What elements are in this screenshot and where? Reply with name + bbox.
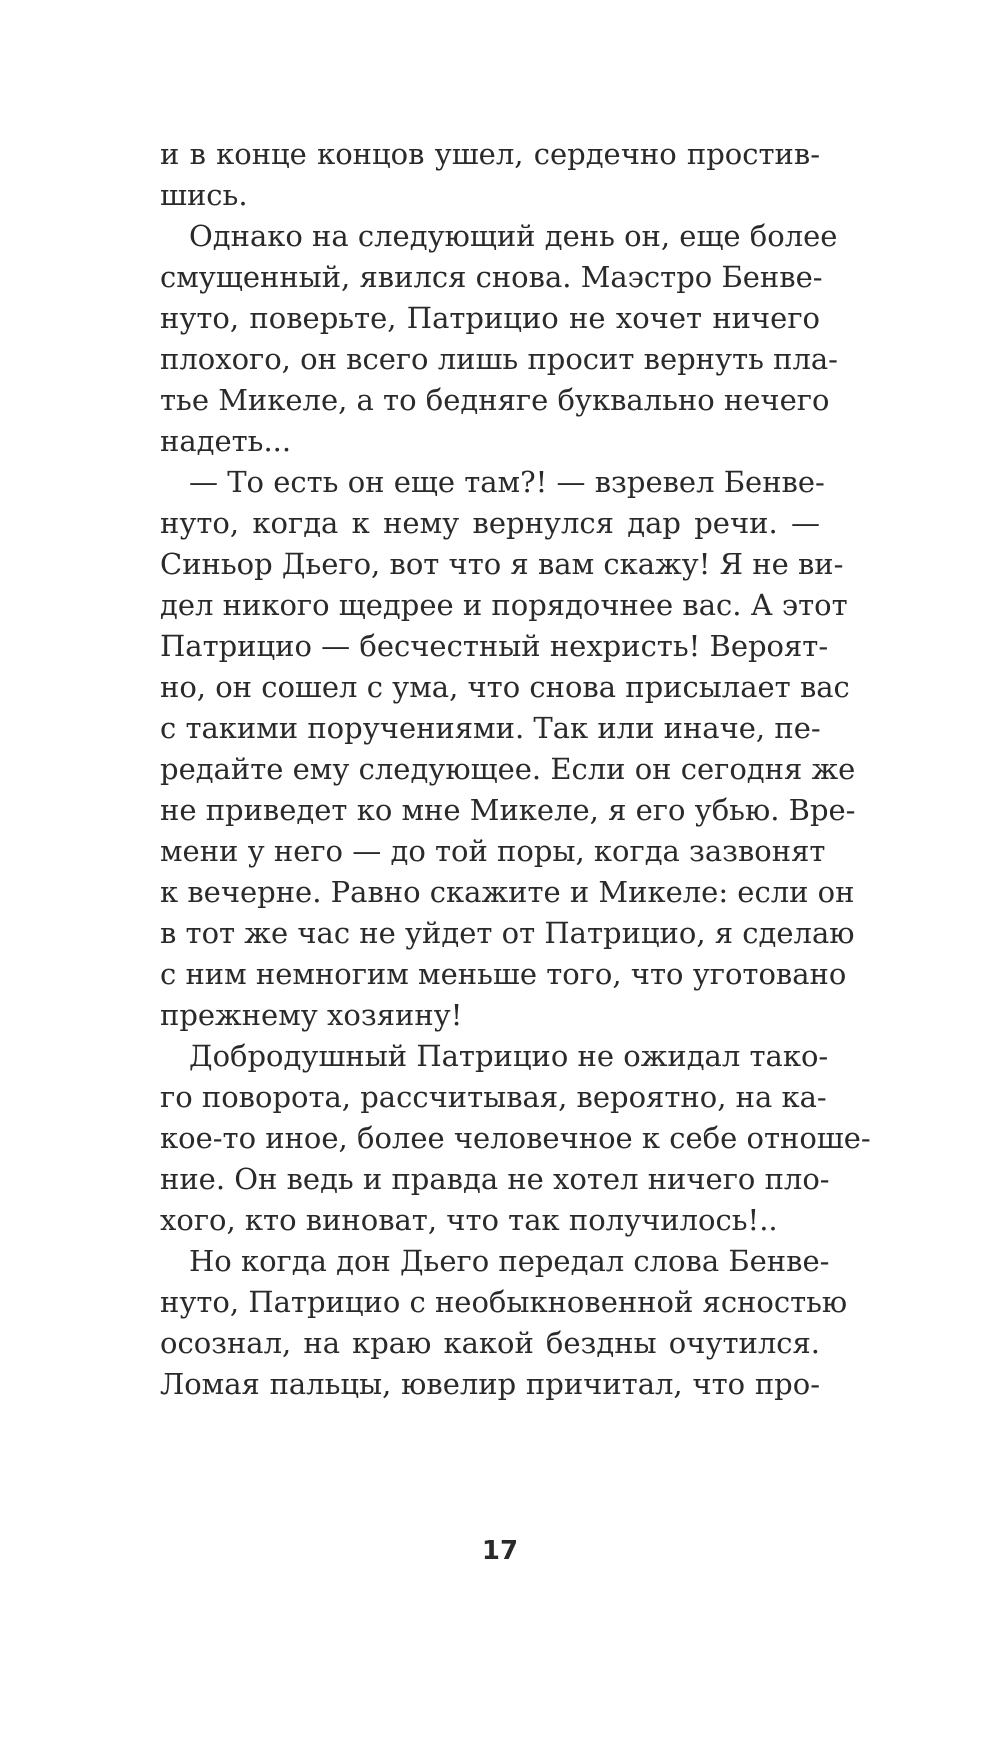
text-line: и в конце концов ушел, сердечно простив-	[160, 137, 820, 171]
text-line: нуто, поверьте, Патрицио не хочет ничего	[160, 301, 820, 335]
text-line: к вечерне. Равно скажите и Микеле: если он	[160, 875, 855, 909]
text-line: не приведет ко мне Микеле, я его убью. Вре-	[160, 793, 856, 827]
text-line: мени у него — до той поры, когда зазвонят	[160, 834, 826, 868]
text-line: Патрицио — бесчестный нехристь! Вероят-	[160, 629, 829, 663]
text-line: ние. Он ведь и правда не хотел ничего пло-	[160, 1162, 830, 1196]
text-line: Но когда дон Дьего передал слова Бенве-	[189, 1244, 830, 1278]
text-line: нуто, когда к нему вернулся дар речи. —	[160, 506, 820, 540]
text-line: хого, кто виноват, что так получилось!..	[160, 1203, 778, 1237]
text-line: с такими поручениями. Так или иначе, пе-	[160, 711, 821, 745]
text-line: Однако на следующий день он, еще более	[189, 219, 838, 253]
text-line: осознал, на краю какой бездны очутился.	[160, 1326, 820, 1360]
text-line: плохого, он всего лишь просит вернуть пла-	[160, 342, 838, 376]
text-line: в тот же час не уйдет от Патрицио, я сделаю	[160, 916, 855, 950]
page-number: 17	[481, 1536, 519, 1566]
text-line: дел никого щедрее и порядочнее вас. А этот	[160, 588, 848, 622]
text-line: кое-то иное, более человечное к себе отноше-	[160, 1121, 871, 1155]
text-line: Добродушный Патрицио не ожидал тако-	[189, 1039, 829, 1073]
text-line: Синьор Дьего, вот что я вам скажу! Я не ви-	[160, 547, 844, 581]
text-line: но, он сошел с ума, что снова присылает вас	[160, 670, 850, 704]
text-line: нуто, Патрицио с необыкновенной ясностью	[160, 1285, 848, 1319]
text-line: го поворота, рассчитывая, вероятно, на ка-	[160, 1080, 827, 1114]
text-line: смущенный, явился снова. Маэстро Бенве-	[160, 260, 823, 294]
text-line: Ломая пальцы, ювелир причитал, что про-	[160, 1367, 820, 1401]
text-line: шись.	[160, 178, 248, 212]
text-line: редайте ему следующее. Если он сегодня же	[160, 752, 856, 786]
text-line: надеть...	[160, 424, 292, 458]
text-line: с ним немногим меньше того, что уготовано	[160, 957, 847, 991]
text-line: — То есть он еще там?! — взревел Бенве-	[189, 465, 825, 499]
text-line: тье Микеле, а то бедняге буквально нечего	[160, 383, 830, 417]
text-line: прежнему хозяину!	[160, 998, 463, 1032]
